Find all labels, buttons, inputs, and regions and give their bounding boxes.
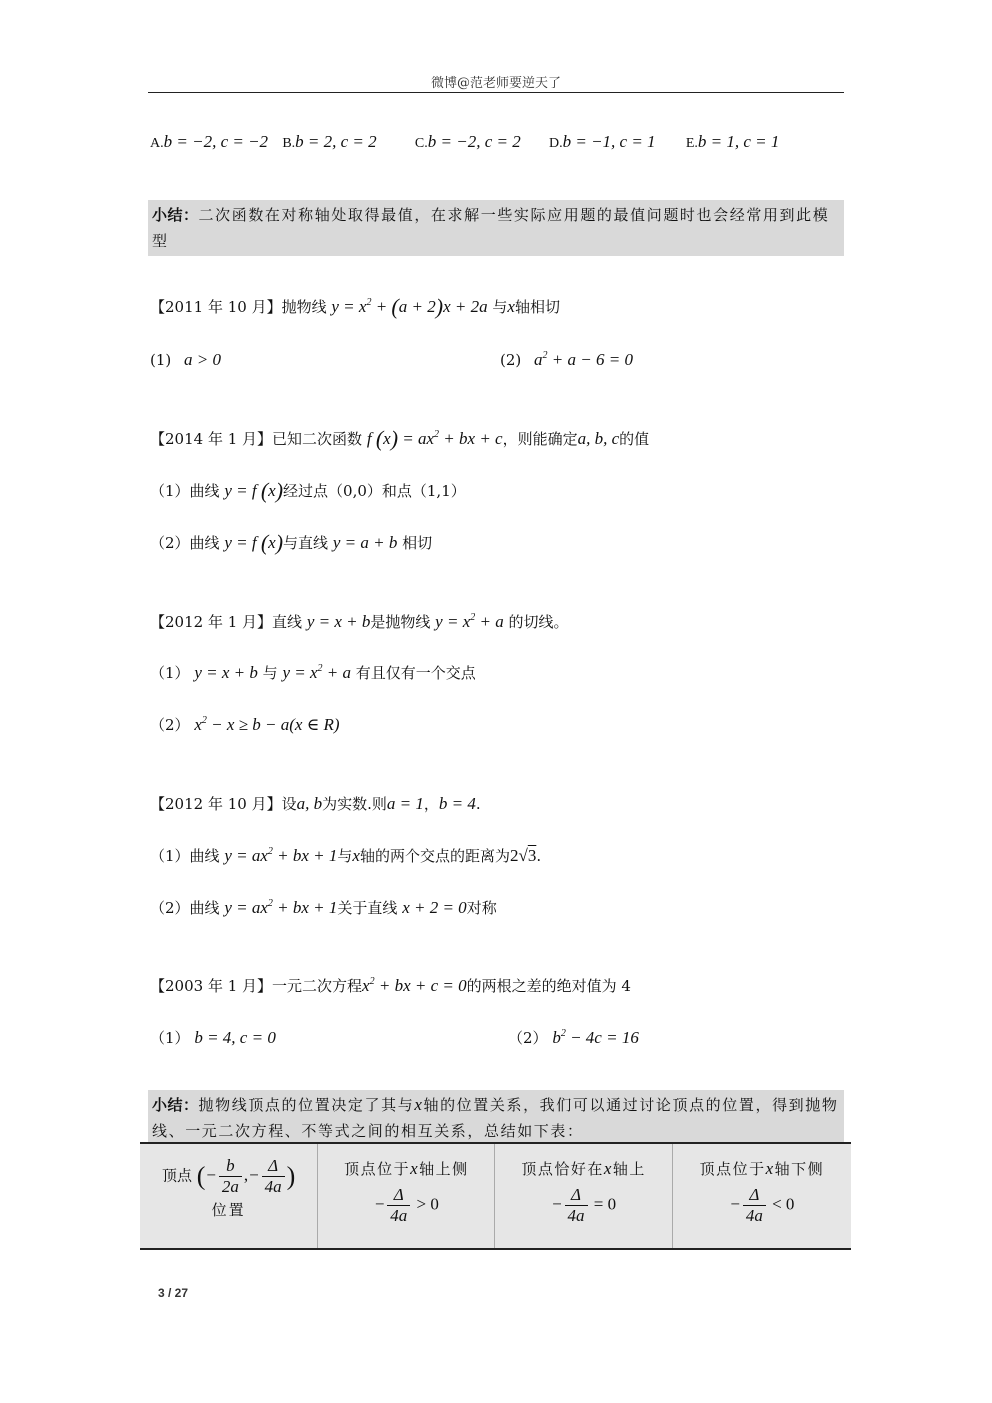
summary-label: 小结： xyxy=(152,206,199,224)
table-cell-above: 顶点位于x轴上侧 − $\frac{\Delta}{4a}$ > 0 xyxy=(318,1143,495,1249)
table-cell-below: 顶点位于x轴下侧 − $\frac{\Delta}{4a}$ < 0 xyxy=(672,1143,851,1249)
condition-1: （1） y = x + b 与 $y = x^2 + a$ 有且仅有一个交点 xyxy=(150,663,476,682)
condition-1: （1）曲线 y = f (x)经过点（0,0）和点（1,1） xyxy=(150,478,466,503)
question-2012-1: 【2012 年 1 月】直线 y = x + b是抛物线 $y = x^2 + a$ 的切线。 xyxy=(150,612,569,631)
condition-2: （2） $x^2 - x \ge b - a(x$ ∈ R) xyxy=(150,715,340,734)
summary-box-2: 小结：抛物线顶点的位置决定了其与x轴的位置关系，我们可以通过讨论顶点的位置，得到抛物线、一元二次方程、不等式之间的相互关系，总结如下表： xyxy=(148,1090,844,1142)
option-b: B.b = 2, c = 2 xyxy=(282,132,377,151)
condition-2: （2）曲线 y = f (x)与直线 y = a + b 相切 xyxy=(150,530,433,555)
answer-options xyxy=(150,132,779,152)
question-2003-1: 【2003 年 1 月】一元二次方程$x^2$ + bx + c = 0的两根之差的绝对值为 4 xyxy=(150,976,631,995)
condition-1: （1） b = 4, c = 0 xyxy=(150,1028,276,1047)
page-number: 3 / 27 xyxy=(158,1286,189,1300)
condition-2: (2) $a^2 + a - 6 = 0$ xyxy=(500,350,633,369)
condition-2: （2）曲线 $y = ax^2$ + bx + 1关于直线 x + 2 = 0对称 xyxy=(150,898,497,917)
summary-box-1 xyxy=(148,200,844,256)
option-d: D.b = −1, c = 1 xyxy=(548,132,656,151)
option-a: A.b = −2, c = −2 xyxy=(150,132,269,151)
summary-text: 二次函数在对称轴处取得最值，在求解一些实际应用题的最值问题时也会经常用到此模型 xyxy=(152,206,830,250)
condition-1: (1) a > 0 xyxy=(150,350,222,369)
header-text: 微博@范老师要逆天了 xyxy=(430,76,561,91)
table-cell-on-axis: 顶点恰好在x轴上 − $\frac{\Delta}{4a}$ = 0 xyxy=(495,1143,672,1249)
header-rule xyxy=(148,92,844,93)
option-c: C.b = −2, c = 2 xyxy=(414,132,521,151)
table-header-cell: 顶点 (− $\frac{b}{2a}$ ,− $\frac{\Delta}{4a}$ ) 位置 xyxy=(140,1143,318,1249)
question-2012-10: 【2012 年 10 月】设a, b为实数.则a = 1，b = 4. xyxy=(150,794,481,813)
option-e: E.b = 1, c = 1 xyxy=(685,132,780,151)
condition-2: （2） $b^2 - 4c = 16$ xyxy=(508,1028,639,1047)
summary-label: 小结： xyxy=(152,1096,199,1114)
question-2014-1: 【2014 年 1 月】已知二次函数 f $(x) = ax^2$ + bx + c，则能确定a, b, c的值 xyxy=(150,426,650,451)
vertex-position-table xyxy=(140,1142,851,1250)
condition-1: （1）曲线 $y = ax^2$ + bx + 1与x轴的两个交点的距离为2√3. xyxy=(150,846,542,865)
question-2011-10: 【2011 年 10 月】抛物线 $y = x^2 + (a + 2)x + 2a$ 与x轴相切 xyxy=(150,294,560,319)
